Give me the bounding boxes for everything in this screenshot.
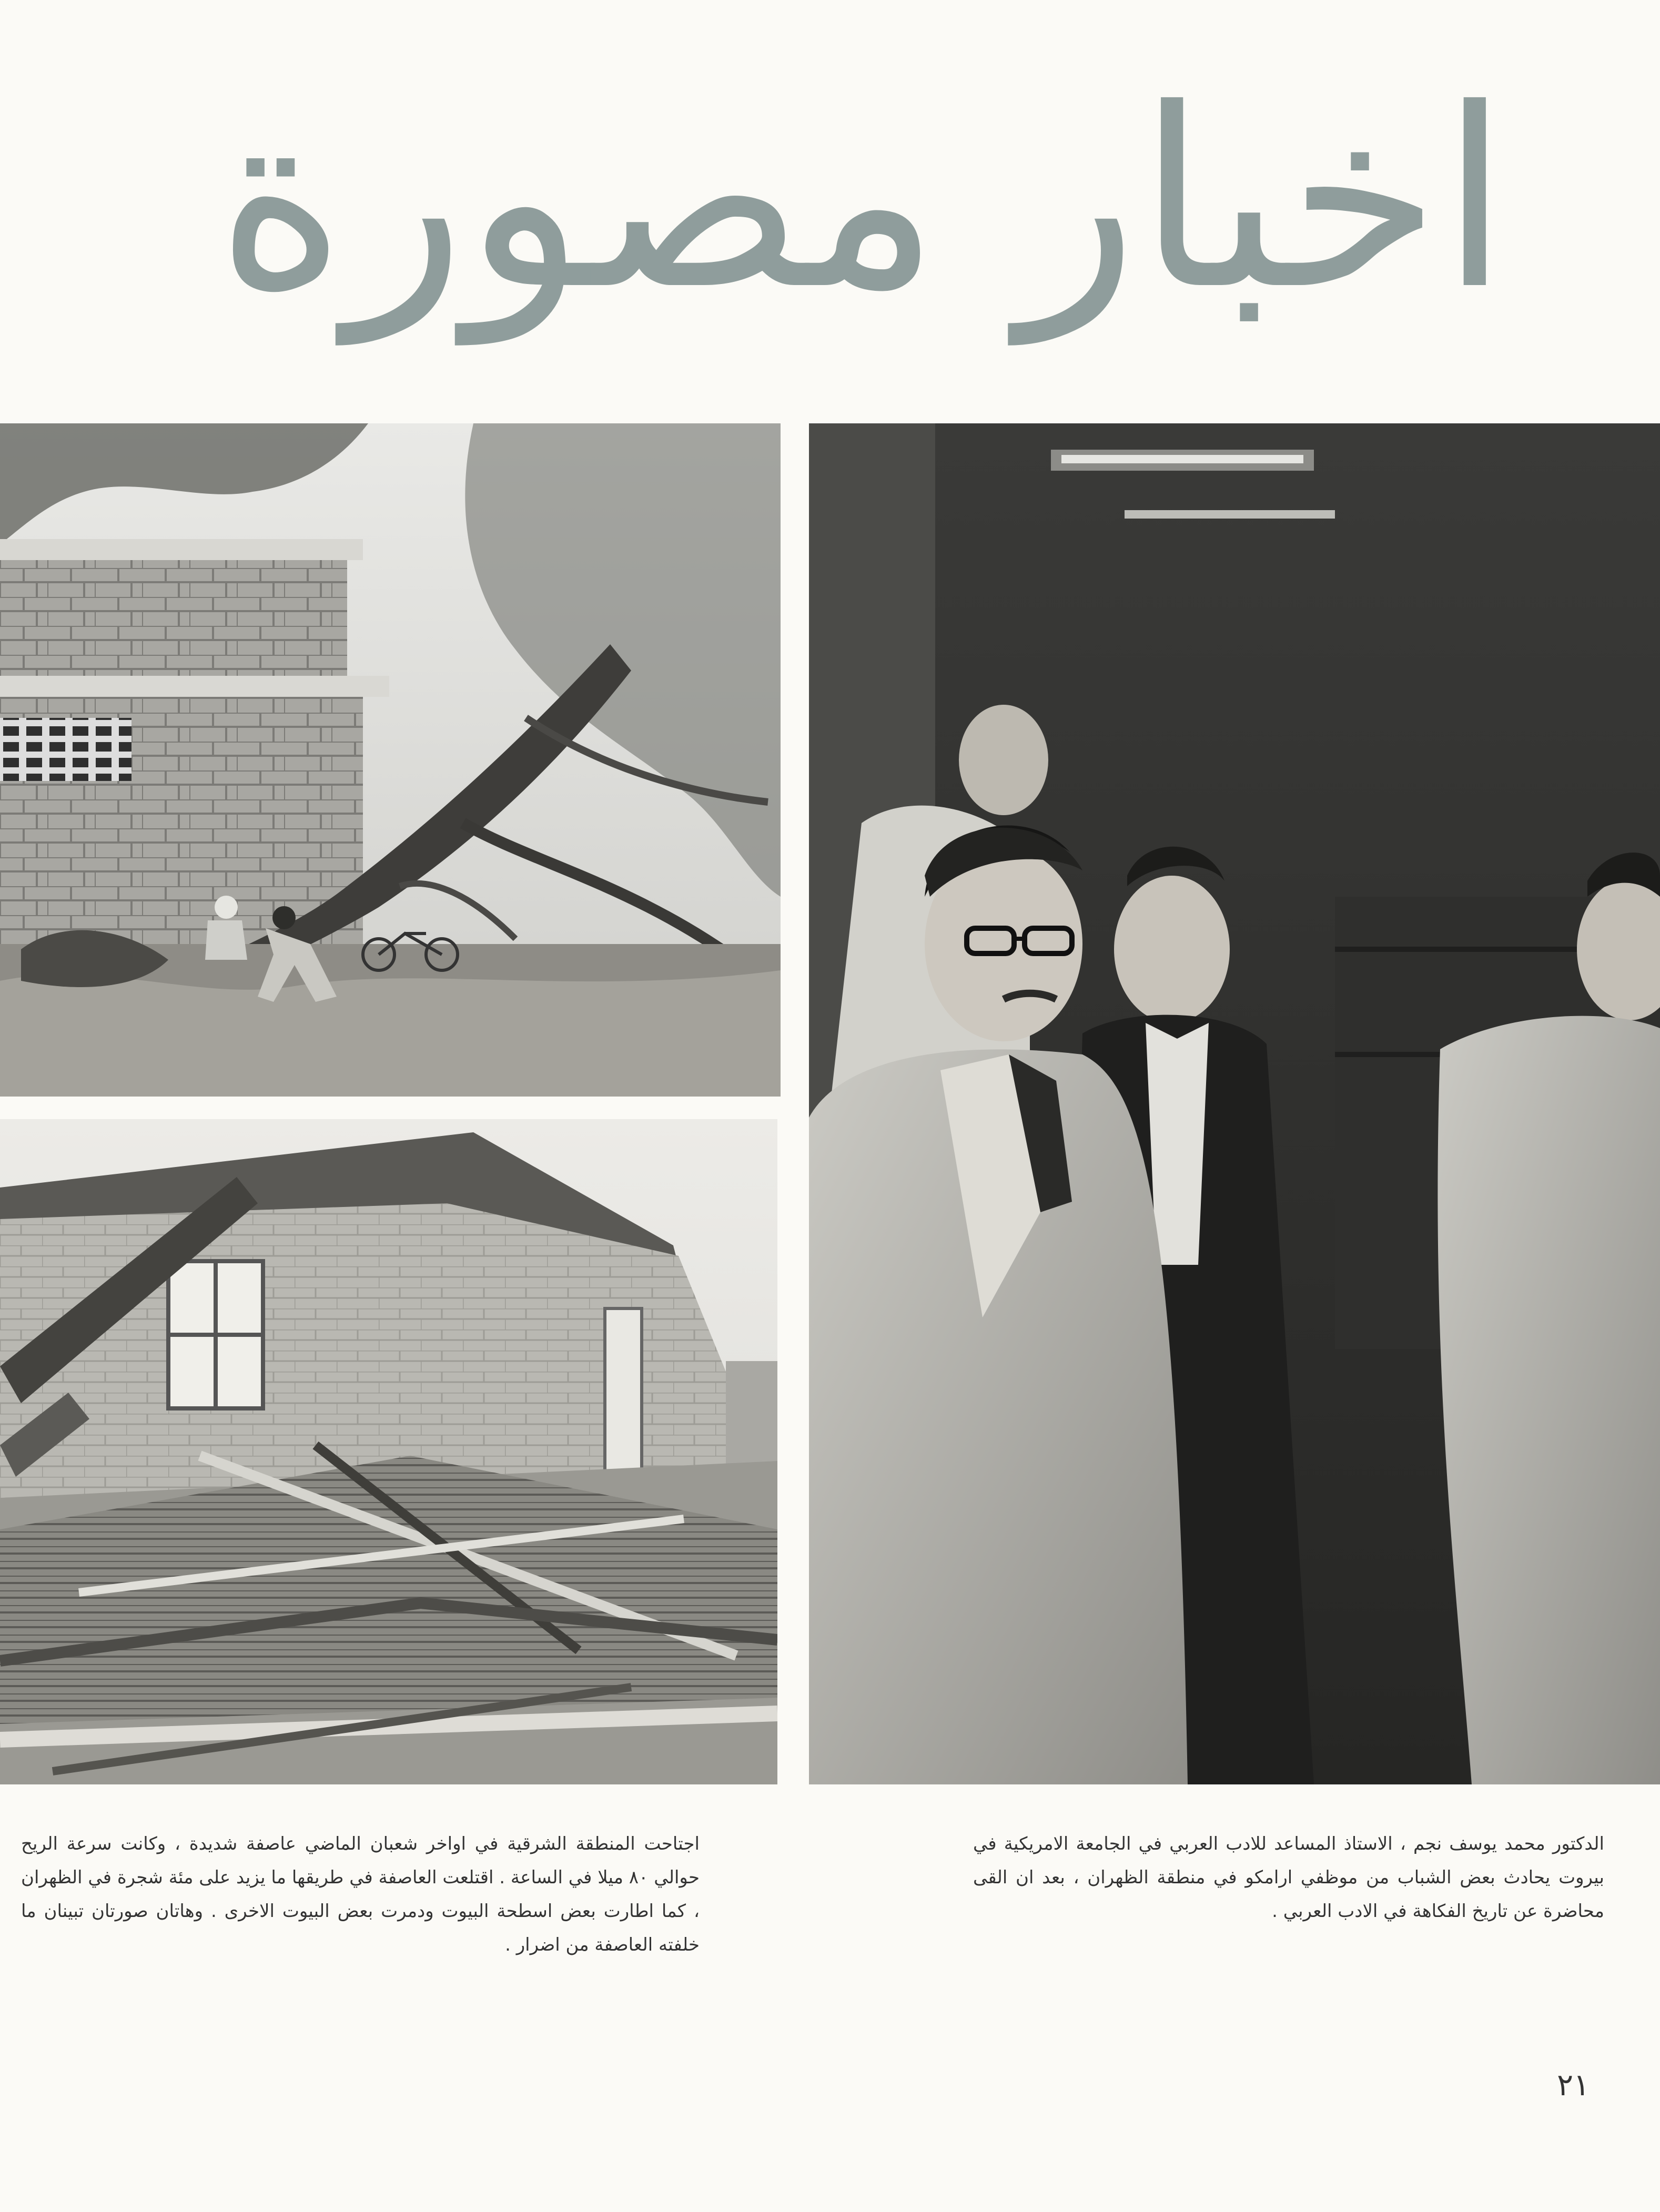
collapsed-roof-photo (0, 1119, 777, 1784)
storm-caption: اجتاحت المنطقة الشرقية في اواخر شعبان الماضي عاصفة شديدة ، وكانت سرعة الريح حوالي ٨٠ ميلا في الساعة . اقتلعت العاصفة في طريقها ما يزيد على مئة شجرة في الظهران ، كما اطارت بعض اسطحة البيوت ودمرت بعض البيوت الاخرى . وهاتان صورتان تبينان ما خلفته العاصفة من اضرار . (21, 1833, 700, 1955)
masthead (95, 56, 1631, 343)
page-number: ٢١ (1557, 2067, 1590, 2103)
page-title: اخبار مصورة (216, 56, 1509, 343)
lecture-caption: الدكتور محمد يوسف نجم ، الاستاذ المساعد للادب العربي في الجامعة الامريكية في بيروت يحادث بعض الشباب من موظفي ارامكو في منطقة الظهران ، بعد ان القى محاضرة عن تاريخ الفكاهة في الادب العربي . (973, 1833, 1604, 1922)
fallen-tree-illustration (0, 423, 781, 1097)
lecturer-with-students-illustration (809, 423, 1660, 1784)
lecturer-with-students-photo (809, 423, 1660, 1784)
fallen-tree-photo (0, 423, 781, 1097)
collapsed-roof-illustration (0, 1119, 777, 1784)
